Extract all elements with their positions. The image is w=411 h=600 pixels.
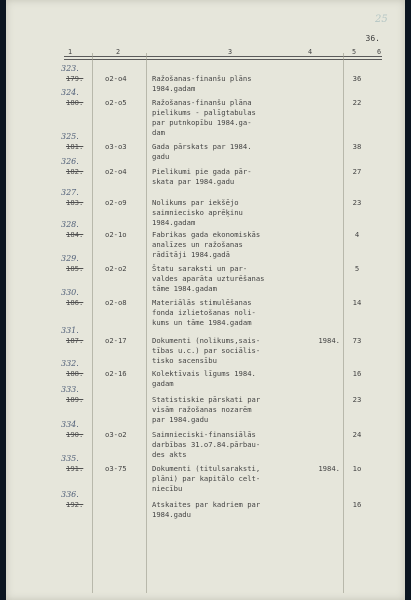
sheet-count: 4 — [354, 230, 360, 239]
file-code: o2-o9 — [105, 198, 127, 207]
sheet-count: 16 — [352, 500, 362, 509]
item-number: 182. — [66, 167, 84, 176]
header-rule — [64, 56, 382, 57]
file-code: o2-o4 — [105, 167, 127, 176]
item-number: 191. — [66, 464, 84, 473]
handwritten-number: 330. — [61, 288, 79, 297]
item-number: 185. — [66, 264, 84, 273]
file-title: Ražošanas-finanšu plāna pielikums - palīgtabulas par putnkopību 1984.ga- dam — [152, 98, 256, 137]
file-code: o3-o3 — [105, 142, 127, 151]
handwritten-number: 332. — [61, 359, 79, 368]
column-header-2: 2 — [116, 48, 121, 56]
item-number: 180. — [66, 98, 84, 107]
column-header-3: 3 — [228, 48, 233, 56]
item-number: 186. — [66, 298, 84, 307]
handwritten-number: 333. — [61, 385, 79, 394]
handwritten-number: 325. — [61, 132, 79, 141]
file-title: Statistiskie pārskati par visām ražošanas nozarēm par 1984.gadu — [152, 395, 261, 424]
handwritten-page-mark: 25 — [375, 14, 388, 25]
file-title: Štatu saraksti un par- valdes aparāta uzturēšanas tāme 1984.gadam — [152, 264, 265, 293]
file-year: 1984. — [318, 336, 340, 345]
handwritten-number: 329. — [61, 254, 79, 263]
sheet-count: 16 — [352, 369, 362, 378]
item-number: 188. — [66, 369, 84, 378]
file-title: Pielikumi pie gada pār- skata par 1984.gadu — [152, 167, 252, 186]
handwritten-number: 324. — [61, 88, 79, 97]
handwritten-number: 331. — [61, 326, 79, 335]
file-title: Atskaites par kadriem par 1984.gadu — [152, 500, 261, 519]
file-title: Gada pārskats par 1984. gadu — [152, 142, 252, 161]
sheet-count: 14 — [352, 298, 362, 307]
item-number: 190. — [66, 430, 84, 439]
column-header-4: 4 — [308, 48, 313, 56]
column-divider — [92, 53, 93, 593]
sheet-count: 23 — [352, 198, 362, 207]
handwritten-number: 326. — [61, 157, 79, 166]
file-code: o2-16 — [105, 369, 127, 378]
file-code: o2-17 — [105, 336, 127, 345]
column-header-6: 6 — [377, 48, 382, 56]
file-title: Saimnieciski-finansiālās darbības 31.o7.84.pārbau- des akts — [152, 430, 261, 459]
file-title: Ražošanas-finanšu plāns 1984.gadam — [152, 74, 252, 93]
item-number: 181. — [66, 142, 84, 151]
file-title: Nolikums par iekšējo saimniecisko aprēķinu 1984.gadam — [152, 198, 243, 227]
file-code: o2-o2 — [105, 264, 127, 273]
file-title: Kolektīvais līgums 1984. gadam — [152, 369, 256, 388]
archive-page — [6, 0, 405, 600]
file-code: o2-o5 — [105, 98, 127, 107]
file-code: o2-1o — [105, 230, 127, 239]
file-year: 1984. — [318, 464, 340, 473]
page-number: 36. — [365, 34, 380, 43]
item-number: 179. — [66, 74, 84, 83]
sheet-count: 5 — [354, 264, 360, 273]
file-title: Fabrikas gada ekonomiskās analīzes un ražošanas rādītāji 1984.gadā — [152, 230, 261, 259]
file-code: o3-o2 — [105, 430, 127, 439]
handwritten-number: 327. — [61, 188, 79, 197]
item-number: 192. — [66, 500, 84, 509]
file-code: o3-75 — [105, 464, 127, 473]
file-title: Dokumenti (nolikums,sais- tības u.c.) par sociālis- tisko sacensību — [152, 336, 261, 365]
sheet-count: 38 — [352, 142, 362, 151]
item-number: 189. — [66, 395, 84, 404]
sheet-count: 73 — [352, 336, 362, 345]
item-number: 187. — [66, 336, 84, 345]
column-header-5: 5 — [352, 48, 357, 56]
column-header-1: 1 — [68, 48, 73, 56]
column-divider — [146, 53, 147, 593]
sheet-count: 1o — [352, 464, 362, 473]
sheet-count: 36 — [352, 74, 362, 83]
sheet-count: 27 — [352, 167, 362, 176]
sheet-count: 23 — [352, 395, 362, 404]
item-number: 183. — [66, 198, 84, 207]
sheet-count: 22 — [352, 98, 362, 107]
file-title: Dokumenti (titulsaraksti, plāni) par kapitālo celt- niecību — [152, 464, 261, 493]
handwritten-number: 334. — [61, 420, 79, 429]
column-divider — [343, 53, 344, 593]
file-code: o2-o8 — [105, 298, 127, 307]
handwritten-number: 328. — [61, 220, 79, 229]
item-number: 184. — [66, 230, 84, 239]
sheet-count: 24 — [352, 430, 362, 439]
handwritten-number: 335. — [61, 454, 79, 463]
header-rule-double — [64, 59, 382, 60]
file-title: Materiālās stimulēšanas fonda izlietošanas noli- kums un tāme 1984.gadam — [152, 298, 256, 327]
handwritten-number: 323. — [61, 64, 79, 73]
file-code: o2-o4 — [105, 74, 127, 83]
handwritten-number: 336. — [61, 490, 79, 499]
